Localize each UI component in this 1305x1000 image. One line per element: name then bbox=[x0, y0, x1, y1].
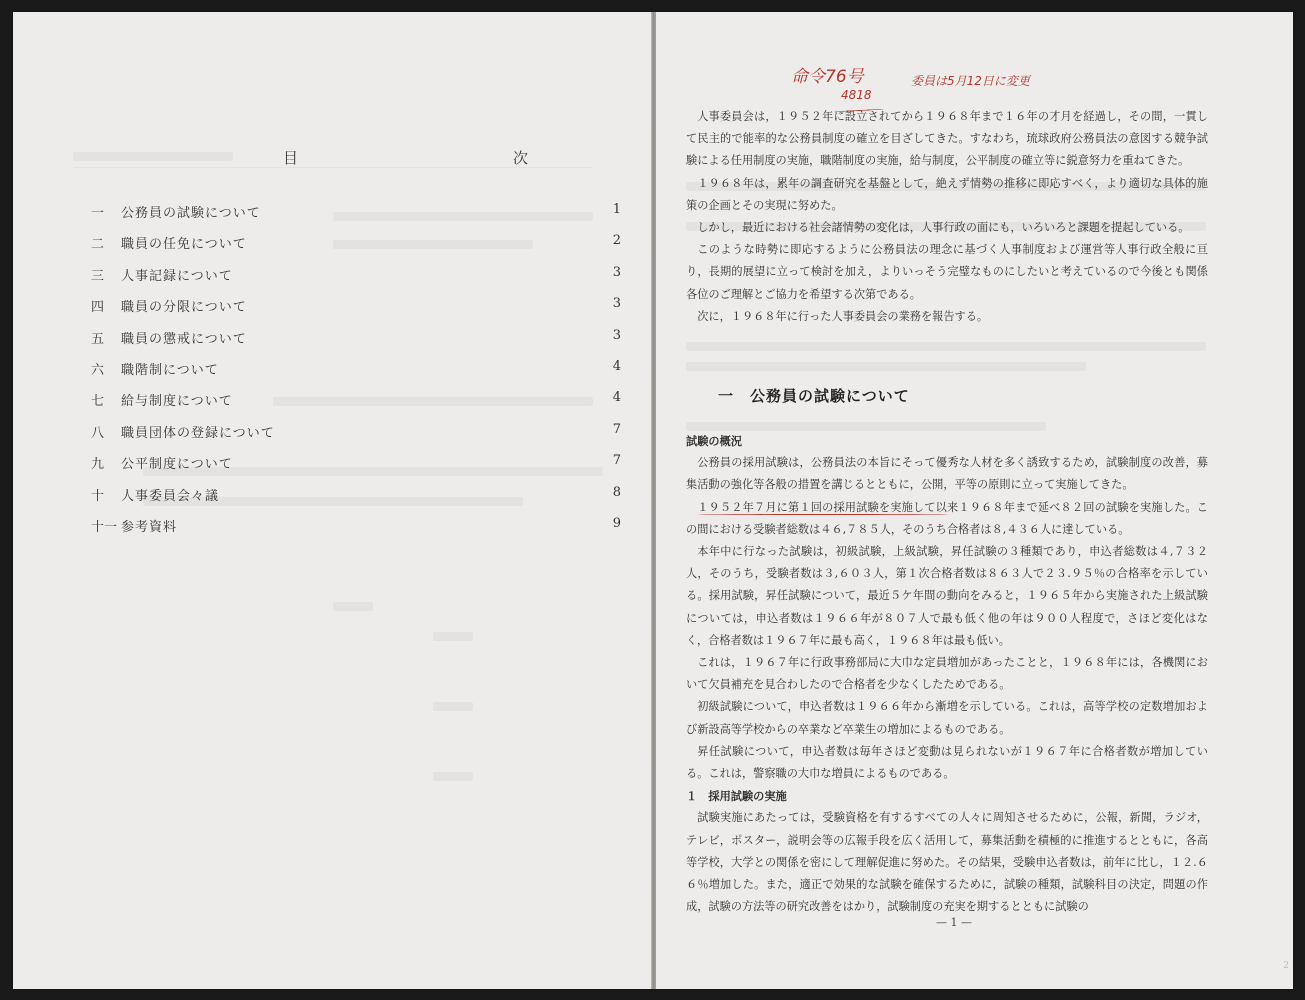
toc-entry-label: 職員の懲戒について bbox=[121, 331, 247, 347]
toc-entry-number: 二 bbox=[91, 237, 105, 253]
overview-text bbox=[686, 430, 1208, 918]
toc-entry-page: 4 bbox=[612, 390, 621, 406]
toc-entry-page: 9 bbox=[612, 516, 621, 531]
toc-entry-number: 六 bbox=[91, 363, 105, 378]
handwritten-note: 委員は5月12日に変更 bbox=[911, 74, 1030, 88]
paragraph: 公務員の採用試験は，公務員法の本旨にそって優秀な人材を多く誘致するため，試験制度の改善，募集活動の強化等各般の措置を講じるとともに，公開，平等の原則に立って実施してきた。 bbox=[686, 456, 1208, 492]
toc-entry-number: 五 bbox=[91, 331, 105, 347]
show-through bbox=[433, 702, 473, 711]
toc-entry bbox=[91, 328, 621, 348]
toc-entry-label: 職員の任免について bbox=[121, 237, 247, 253]
toc-entry-page: 1 bbox=[612, 202, 621, 217]
toc-entry bbox=[91, 296, 621, 316]
subheading: 試験の概況 bbox=[686, 434, 742, 448]
toc-entry-number: 十一 bbox=[91, 520, 118, 535]
paragraph: １９５２年７月に第１回の採用試験を実施して以来１９６８年まで延べ８２回の試験を実施した。この間における受験者総数は４６,７８５人，そのうち合格者は８,４３６人に達している。 bbox=[686, 500, 1208, 536]
paragraph: 初級試験について，申込者数は１９６６年から漸増を示している。これは，高等学校の定数増加および新設高等学校からの卒業など卒業生の増加によるものである。 bbox=[686, 700, 1208, 736]
paragraph: このような時勢に即応するように公務員法の理念に基づく人事制度および運営等人事行政全般に亘り，長期的展望に立って検討を加え，よりいっそう完璧なものにしたいと考えているので今後とも関係各位のご理解とご協力を希望する次第である。 bbox=[686, 243, 1208, 301]
toc-title: 目 次 bbox=[283, 149, 629, 167]
toc-entry-page: 3 bbox=[612, 296, 621, 312]
handwritten-note: 4818 bbox=[841, 88, 872, 102]
toc-entry-label: 参考資料 bbox=[121, 520, 178, 535]
toc-entry-label: 人事記録について bbox=[121, 268, 233, 284]
toc-entry-label: 人事委員会々議 bbox=[121, 488, 220, 504]
toc-entry-number: 十 bbox=[91, 488, 105, 504]
show-through bbox=[333, 602, 373, 611]
toc-entry-page: 2 bbox=[612, 233, 621, 249]
show-through bbox=[686, 342, 1206, 351]
toc-entry-label: 公平制度について bbox=[121, 457, 233, 473]
paragraph: これは，１９６７年に行政事務部局に大巾な定員増加があったことと，１９６８年には，各機関において欠員補充を見合わしたので合格者を少なくしたためである。 bbox=[686, 656, 1208, 692]
toc-entry-label: 職階制について bbox=[121, 363, 219, 378]
subheading: １ 採用試験の実施 bbox=[686, 789, 787, 804]
toc-entry bbox=[91, 485, 621, 505]
toc-entry-label: 職員団体の登録について bbox=[121, 425, 275, 441]
paragraph: 試験実施にあたっては，受験資格を有するすべての人々に周知させるために，公報，新聞，ラジオ，テレビ，ポスター，説明会等の広報手段を広く活用して，募集活動を積極的に推進するとともに，各高等学校，大学との関係を密にして理解促進に努めた。その結果，受験申込者数は，前年に比し，１２.６６％増加した。また，適正で効果的な試験を確保するために，試験の種類，試験科目の決定，問題の作成，試験の方法等の研究改善をはかり，試験制度の充実を期するとともに試験の bbox=[686, 811, 1208, 914]
toc-entry-label: 給与制度について bbox=[121, 394, 233, 410]
intro-text bbox=[686, 106, 1208, 328]
toc-entry bbox=[91, 359, 621, 379]
toc-entry-label: 職員の分限について bbox=[121, 300, 247, 316]
toc-entry-number: 九 bbox=[91, 457, 105, 473]
right-page-body bbox=[656, 12, 1293, 989]
toc-entry-page: 7 bbox=[612, 453, 621, 469]
corner-mark: 2 bbox=[1283, 961, 1289, 971]
page-number: — 1 — bbox=[936, 916, 972, 929]
section-heading: 一 公務員の試験について bbox=[718, 387, 910, 405]
toc-entry bbox=[91, 233, 621, 253]
toc-entry bbox=[91, 202, 621, 222]
handwritten-note: 命令76号 bbox=[791, 67, 864, 87]
toc-entry bbox=[91, 453, 621, 473]
paragraph: 本年中に行なった試験は，初級試験，上級試験，昇任試験の３種類であり，申込者総数は４,７３２人，そのうち，受験者数は３,６０３人，第１次合格者数は８６３人で２３.９５％の合格率を示している。採用試験，昇任試験について，最近５ケ年間の動向をみると，１９６５年から実施された上級試験については，申込者数は１９６６年が８０７人で最も低く他の年は９００人程度で，さほど変化はなく，合格者数は１９６７年に最も高く，１９６８年は最も低い。 bbox=[686, 545, 1208, 647]
toc-entry-page: 4 bbox=[612, 359, 621, 374]
toc-entry bbox=[91, 265, 621, 285]
toc-entry-number: 三 bbox=[91, 268, 105, 284]
paragraph: しかし，最近における社会諸情勢の変化は，人事行政の面にも，いろいろと課題を提起している。 bbox=[697, 221, 1190, 235]
toc-entry-page: 3 bbox=[612, 327, 621, 343]
show-through bbox=[73, 152, 233, 161]
toc-entry-number: 四 bbox=[91, 300, 105, 316]
paragraph: 人事委員会は，１９５２年に設立されてから１９６８年まで１６年の才月を経過し，その間，一貫して民主的で能率的な公務員制度の確立を目ざしてきた。すなわち，琉球政府公務員法の意図する競争試験による任用制度の実施，職階制度の実施，給与制度，公平制度の確立等に鋭意努力を重ねてきた。 bbox=[686, 110, 1208, 168]
left-page-table-of-contents bbox=[13, 12, 651, 989]
paragraph: １９６８年は，累年の調査研究を基盤として，絶えず情勢の推移に即応すべく，より適切な具体的施策の企画とその実現に努めた。 bbox=[686, 176, 1208, 212]
show-through bbox=[686, 362, 1086, 371]
toc-entry-number: 八 bbox=[91, 425, 105, 441]
toc-entry bbox=[91, 422, 621, 442]
toc-entry-page: 8 bbox=[612, 484, 621, 500]
toc-entry-label: 公務員の試験について bbox=[121, 206, 261, 221]
paragraph: 昇任試験について，申込者数は毎年さほど変動は見られないが１９６７年に合格者数が増加している。これは，警察職の大巾な増員によるものである。 bbox=[686, 744, 1208, 781]
toc-entry bbox=[91, 390, 621, 410]
toc-entry-number: 七 bbox=[91, 394, 105, 410]
show-through bbox=[433, 772, 473, 781]
toc-entry-page: 7 bbox=[612, 421, 621, 437]
toc-entry bbox=[91, 516, 621, 536]
paragraph: 次に，１９６８年に行った人事委員会の業務を報告する。 bbox=[697, 309, 989, 323]
toc-entry-page: 3 bbox=[612, 264, 621, 280]
show-through bbox=[433, 632, 473, 641]
toc-entry-number: 一 bbox=[91, 206, 105, 221]
